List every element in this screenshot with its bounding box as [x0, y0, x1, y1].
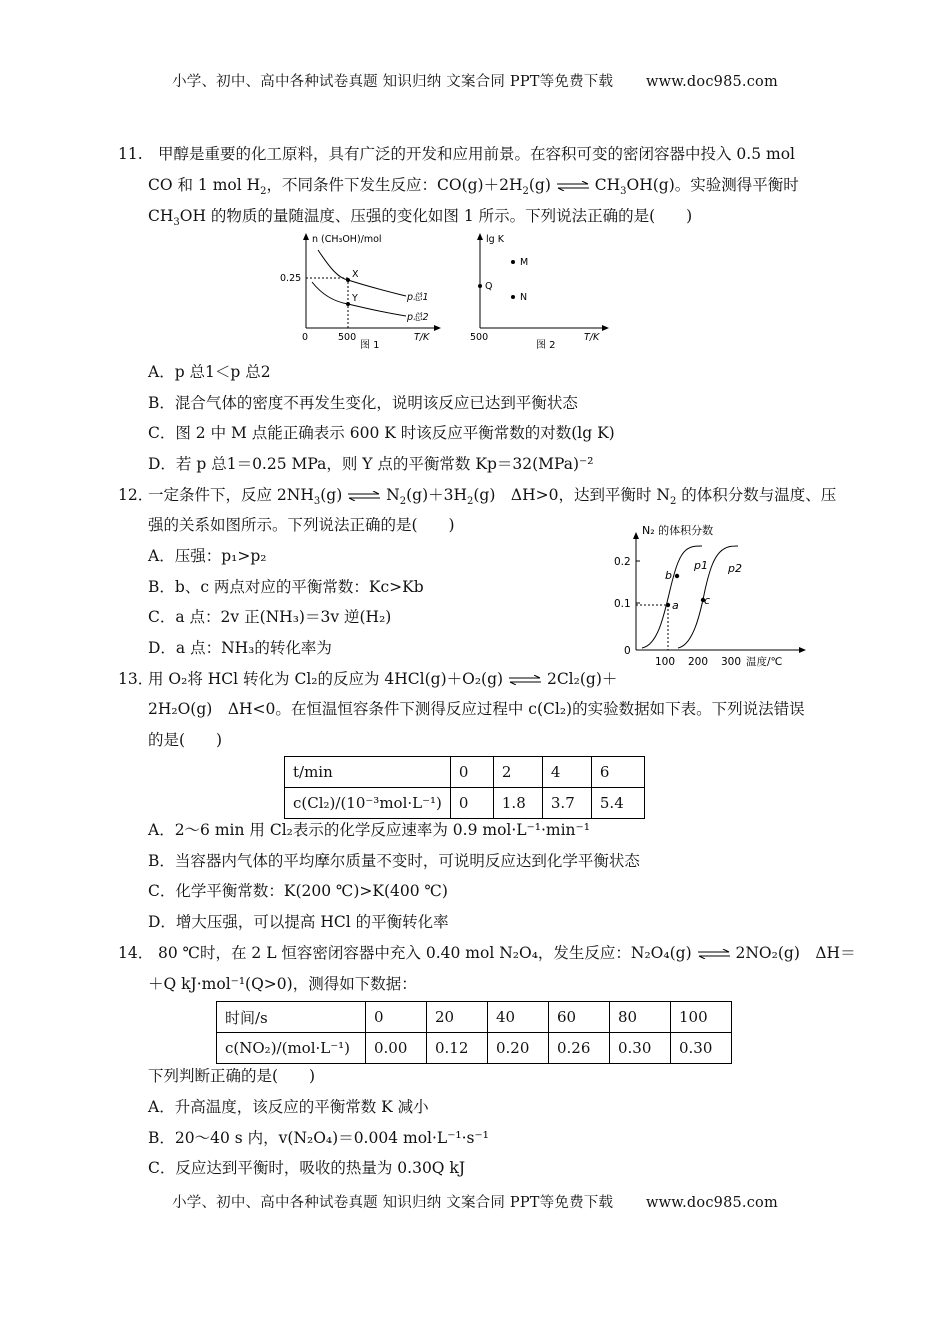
chart-title: N₂ 的体积分数 [642, 524, 714, 537]
table-cell: 0.20 [488, 1033, 549, 1064]
table-cell: 20 [427, 1002, 488, 1033]
q13-option-d: D．增大压强，可以提高 HCl 的平衡转化率 [148, 913, 449, 931]
table-cell: 0 [450, 757, 493, 788]
fig2-xtick: 500 [470, 332, 489, 343]
chart-label-p2: p2 [728, 562, 742, 575]
table-cell: 0.00 [366, 1033, 427, 1064]
footer-text: 小学、初中、高中各种试卷真题 知识归纳 文案合同 PPT等免费下载 [172, 1195, 614, 1211]
table-cell: 100 [671, 1002, 732, 1033]
chart-ytick-0-1: 0.1 [614, 598, 631, 610]
table-row [285, 788, 645, 819]
chart-ytick-0: 0 [624, 645, 631, 657]
fig1-caption: 图 1 [360, 340, 380, 351]
q12-number: 12． [118, 486, 154, 504]
table-cell: 0.12 [427, 1033, 488, 1064]
q14-table [216, 1001, 732, 1064]
table-cell: 0.26 [549, 1033, 610, 1064]
header-text: 小学、初中、高中各种试卷真题 知识归纳 文案合同 PPT等免费下载 [172, 74, 614, 90]
q14-line1: 80 ℃时，在 2 L 恒容密闭容器中充入 0.40 mol N₂O₄，发生反应：N₂O₄(g) 2NO₂(g) ΔH＝ [158, 944, 856, 962]
fig2-caption: 图 2 [536, 340, 556, 351]
q11-line2: CO 和 1 mol $H_2$，不同条件下发生反应：$CO(g)+2H_2(g)$ $CH_3OH(g)$。实验测得平衡时 [148, 176, 799, 198]
q13-line3: 的是( ) [148, 731, 223, 749]
q12-option-b: B．b、c 两点对应的平衡常数：Kc>Kb [148, 578, 424, 596]
chart-xlabel: 温度/℃ [746, 656, 783, 668]
fig1-curve-p2 [312, 282, 406, 316]
q11-line3: $CH_3OH$ 的物质的量随温度、压强的变化如图 1 所示。下列说法正确的是( ) [148, 207, 693, 229]
q13-option-b: B．当容器内气体的平均摩尔质量不变时，可说明反应达到化学平衡状态 [148, 852, 640, 870]
q12-chart [608, 520, 813, 668]
fig2-point-n [511, 295, 515, 299]
q11-option-b: B．混合气体的密度不再发生变化，说明该反应已达到平衡状态 [148, 394, 578, 412]
fig2-point-q [478, 284, 482, 288]
equilibrium-arrow-icon [347, 491, 381, 501]
table-row [285, 757, 645, 788]
q14-line3: 下列判断正确的是( ) [148, 1067, 316, 1085]
fig1-xtick: 500 [338, 332, 357, 343]
chart-label-c: c [704, 594, 711, 607]
table-cell: 0 [450, 788, 493, 819]
table-cell: 0 [366, 1002, 427, 1033]
q13-line1: 用 O₂将 HCl 转化为 Cl₂的反应为 4HCl(g)＋O₂(g) 2Cl₂(g)＋ [148, 670, 618, 688]
q11-figure-2 [468, 230, 618, 355]
chart-ytick-0-2: 0.2 [614, 556, 631, 568]
fig2-label-n: N [520, 292, 528, 303]
equilibrium-arrow-icon [556, 181, 590, 191]
table-cell: 5.4 [591, 788, 644, 819]
table-cell: c(NO₂)/(mol·L⁻¹) [217, 1033, 366, 1064]
table-cell: 60 [549, 1002, 610, 1033]
chart-xtick-200: 200 [688, 656, 709, 668]
chart-point-a [666, 603, 670, 607]
footer-site: www.doc985.com [645, 1195, 778, 1211]
table-cell: t/min [285, 757, 451, 788]
q14-option-c: C．反应达到平衡时，吸收的热量为 0.30Q kJ [148, 1159, 466, 1177]
fig1-label-x: X [352, 269, 359, 280]
table-row [217, 1002, 732, 1033]
fig2-xlabel: T/K [584, 332, 600, 343]
page-footer [0, 1191, 950, 1212]
page-header [0, 70, 950, 91]
fig1-label-p1: p总1 [407, 292, 429, 303]
fig1-label-p2: p总2 [407, 312, 429, 323]
header-site: www.doc985.com [645, 74, 778, 90]
table-cell: 时间/s [217, 1002, 366, 1033]
q11-number: 11. [118, 145, 143, 163]
chart-label-a: a [672, 599, 679, 612]
fig1-xtick0: 0 [302, 332, 309, 343]
fig1-curve-p1 [318, 250, 406, 296]
fig1-point-x [346, 278, 350, 282]
fig1-point-y [346, 302, 350, 306]
q12-option-a: A．压强：p₁>p₂ [148, 547, 267, 565]
fig2-ylabel: lg K [486, 234, 504, 245]
table-cell: 1.8 [493, 788, 542, 819]
q13-line2: 2H₂O(g) ΔH<0。在恒温恒容条件下测得反应过程中 c(Cl₂)的实验数据如下表。下列说法错误 [148, 700, 805, 718]
fig2-label-q: Q [485, 281, 493, 292]
q11-option-d: D．若 p 总1＝0.25 MPa，则 Y 点的平衡常数 Kp＝32(MPa)⁻² [148, 455, 594, 473]
q13-table [284, 756, 645, 819]
fig1-label-y: Y [352, 293, 358, 304]
q14-line2: ＋Q kJ·mol⁻¹(Q>0)，测得如下数据： [148, 975, 417, 993]
q13-option-c: C．化学平衡常数：K(200 ℃)>K(400 ℃) [148, 882, 448, 900]
fig1-xlabel: T/K [414, 332, 430, 343]
table-cell: 0.30 [610, 1033, 671, 1064]
q14-option-b: B．20～40 s 内，v(N₂O₄)＝0.004 mol·L⁻¹·s⁻¹ [148, 1129, 489, 1147]
q11-line1: 甲醇是重要的化工原料，具有广泛的开发和应用前景。在容积可变的密闭容器中投入 0.5 mol [158, 145, 795, 163]
fig1-ytick: 0.25 [280, 273, 302, 284]
fig1-ylabel: n (CH₃OH)/mol [312, 234, 382, 245]
equilibrium-arrow-icon [697, 949, 731, 959]
table-cell: 3.7 [542, 788, 591, 819]
q12-option-c: C．a 点：2v 正(NH₃)＝3v 逆(H₂) [148, 608, 392, 626]
table-cell: 4 [542, 757, 591, 788]
fig2-point-m [511, 260, 515, 264]
q11-figure-1 [278, 230, 468, 355]
q11-option-c: C．图 2 中 M 点能正确表示 600 K 时该反应平衡常数的对数(lg K) [148, 424, 615, 442]
q11-option-a: A．p 总1＜p 总2 [148, 363, 271, 381]
table-cell: 6 [591, 757, 644, 788]
q13-number: 13． [118, 670, 154, 688]
table-cell: 0.30 [671, 1033, 732, 1064]
q14-option-a: A．升高温度，该反应的平衡常数 K 减小 [148, 1098, 429, 1116]
q12-option-d: D．a 点：NH₃的转化率为 [148, 639, 332, 657]
q13-option-a: A．2～6 min 用 Cl₂表示的化学反应速率为 0.9 mol·L⁻¹·min⁻¹ [148, 821, 590, 839]
table-cell: 2 [493, 757, 542, 788]
table-cell: 40 [488, 1002, 549, 1033]
fig2-label-m: M [520, 257, 529, 268]
q12-line2: 强的关系如图所示。下列说法正确的是( ) [148, 516, 455, 534]
chart-label-b: b [665, 569, 672, 582]
chart-label-p1: p1 [694, 559, 708, 572]
equilibrium-arrow-icon [508, 675, 542, 685]
q14-number: 14． [118, 944, 154, 962]
table-cell: c(Cl₂)/(10⁻³mol·L⁻¹) [285, 788, 451, 819]
chart-point-b [675, 574, 679, 578]
table-row [217, 1033, 732, 1064]
chart-xtick-300: 300 [721, 656, 742, 668]
chart-xtick-100: 100 [655, 656, 676, 668]
q12-line1: 一定条件下，反应 $2NH_3(g)$ $N_2(g)+3H_2(g)$ ΔH>0，达到平衡时 $N_2$ 的体积分数与温度、压 [148, 486, 837, 508]
table-cell: 80 [610, 1002, 671, 1033]
